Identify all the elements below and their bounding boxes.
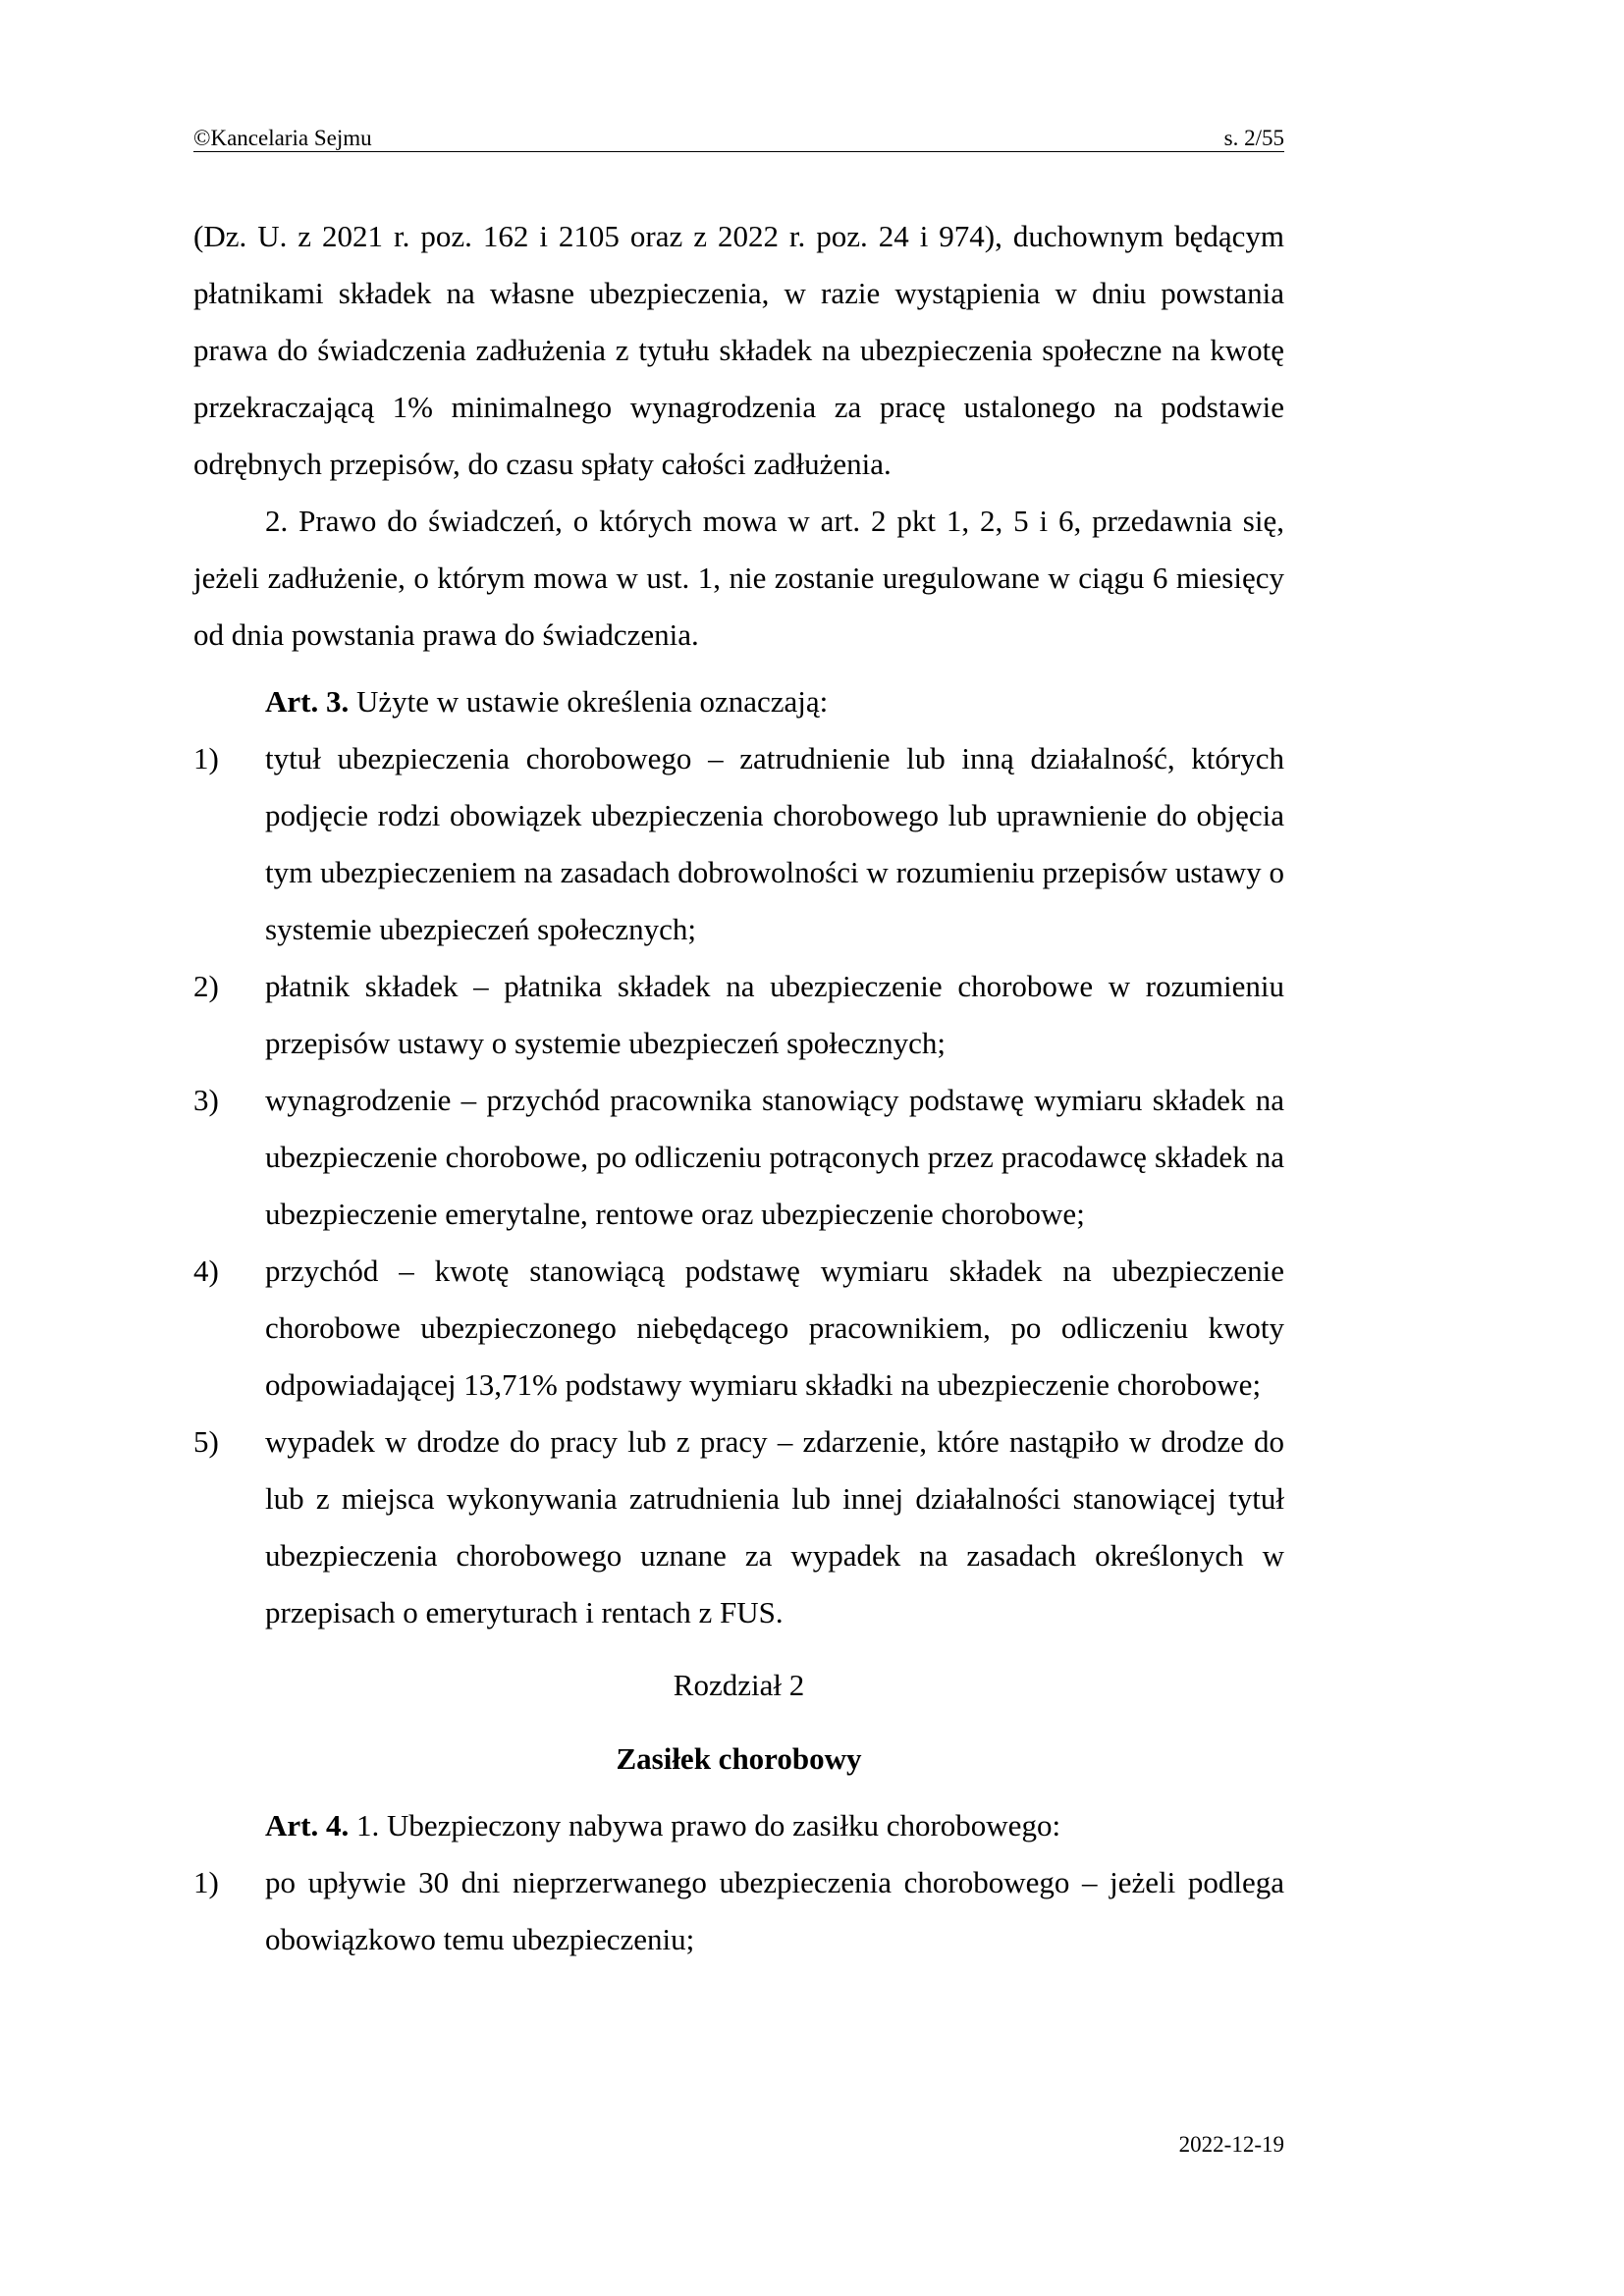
header-publisher: ©Kancelaria Sejmu — [193, 126, 372, 150]
article-3-label: Art. 3. — [265, 684, 350, 719]
list-item — [193, 1854, 1284, 1968]
header-page-number: s. 2/55 — [1223, 126, 1284, 150]
list-item-text: płatnik składek – płatnika składek na ubezpieczenie chorobowe w rozumieniu przepisów ustawy o systemie ubezpieczeń społecznych; — [265, 969, 1284, 1060]
list-item — [193, 1414, 1284, 1641]
document-body — [193, 208, 1284, 1968]
list-item-text: po upływie 30 dni nieprzerwanego ubezpieczenia chorobowego – jeżeli podlega obowiązkowo temu ubezpieczeniu; — [265, 1865, 1284, 1956]
article-3-definitions-list — [193, 730, 1284, 1641]
list-item — [193, 958, 1284, 1072]
intro-paragraph-2: 2. Prawo do świadczeń, o których mowa w art. 2 pkt 1, 2, 5 i 6, przedawnia się, jeżeli zadłużenie, o którym mowa w ust. 1, nie zostanie uregulowane w ciągu 6 miesięcy od dnia powstania prawa do świadczenia. — [193, 504, 1284, 652]
list-item-number: 2) — [193, 969, 219, 1003]
article-4-text: 1. Ubezpieczony nabywa prawo do zasiłku chorobowego: — [349, 1808, 1061, 1842]
list-item — [193, 1072, 1284, 1243]
list-item-text: tytuł ubezpieczenia chorobowego – zatrudnienie lub inną działalność, których podjęcie rodzi obowiązek ubezpieczenia chorobowego lub uprawnienie do objęcia tym ubezpieczeniem na zasadach dobrowolności w rozumieniu przepisów ustawy o systemie ubezpieczeń społecznych; — [265, 741, 1284, 946]
list-item-number: 3) — [193, 1083, 219, 1117]
chapter-title: Zasiłek chorobowy — [616, 1741, 862, 1776]
list-item-number: 1) — [193, 1865, 219, 1899]
list-item-number: 1) — [193, 741, 219, 775]
list-item-text: wypadek w drodze do pracy lub z pracy – zdarzenie, które nastąpiło w drodze do lub z miejsca wykonywania zatrudnienia lub innej działalności stanowiącej tytuł ubezpieczenia chorobowego uznane za wypadek na zasadach określonych w przepisach o emeryturach i rentach z FUS. — [265, 1424, 1284, 1629]
article-3-text: Użyte w ustawie określenia oznaczają: — [349, 684, 829, 719]
list-item — [193, 1243, 1284, 1414]
list-item-number: 5) — [193, 1424, 219, 1459]
list-item-text: wynagrodzenie – przychód pracownika stanowiący podstawę wymiaru składek na ubezpieczenie chorobowe, po odliczeniu potrąconych przez pracodawcę składek na ubezpieczenie emerytalne, rentowe oraz ubezpieczenie chorobowe; — [265, 1083, 1284, 1231]
article-4-conditions-list — [193, 1854, 1284, 1968]
footer-date: 2022-12-19 — [1178, 2132, 1284, 2157]
chapter-number: Rozdział 2 — [673, 1668, 805, 1702]
list-item — [193, 730, 1284, 958]
page-header — [193, 122, 1284, 152]
list-item-text: przychód – kwotę stanowiącą podstawę wymiaru składek na ubezpieczenie chorobowe ubezpieczonego niebędącego pracownikiem, po odliczeniu kwoty odpowiadającej 13,71% podstawy wymiaru składki na ubezpieczenie chorobowe; — [265, 1254, 1284, 1402]
article-4-label: Art. 4. — [265, 1808, 350, 1842]
article-4-heading — [193, 1788, 1284, 1854]
list-item-number: 4) — [193, 1254, 219, 1288]
intro-paragraph-1: (Dz. U. z 2021 r. poz. 162 i 2105 oraz z 2022 r. poz. 24 i 974), duchownym będącym płatnikami składek na własne ubezpieczenia, w razie wystąpienia w dniu powstania prawa do świadczenia zadłużenia z tytułu składek na ubezpieczenia społeczne na kwotę przekraczającą 1% minimalnego wynagrodzenia za pracę ustalonego na podstawie odrębnych przepisów, do czasu spłaty całości zadłużenia. — [193, 219, 1284, 481]
article-3-heading — [193, 664, 1284, 730]
